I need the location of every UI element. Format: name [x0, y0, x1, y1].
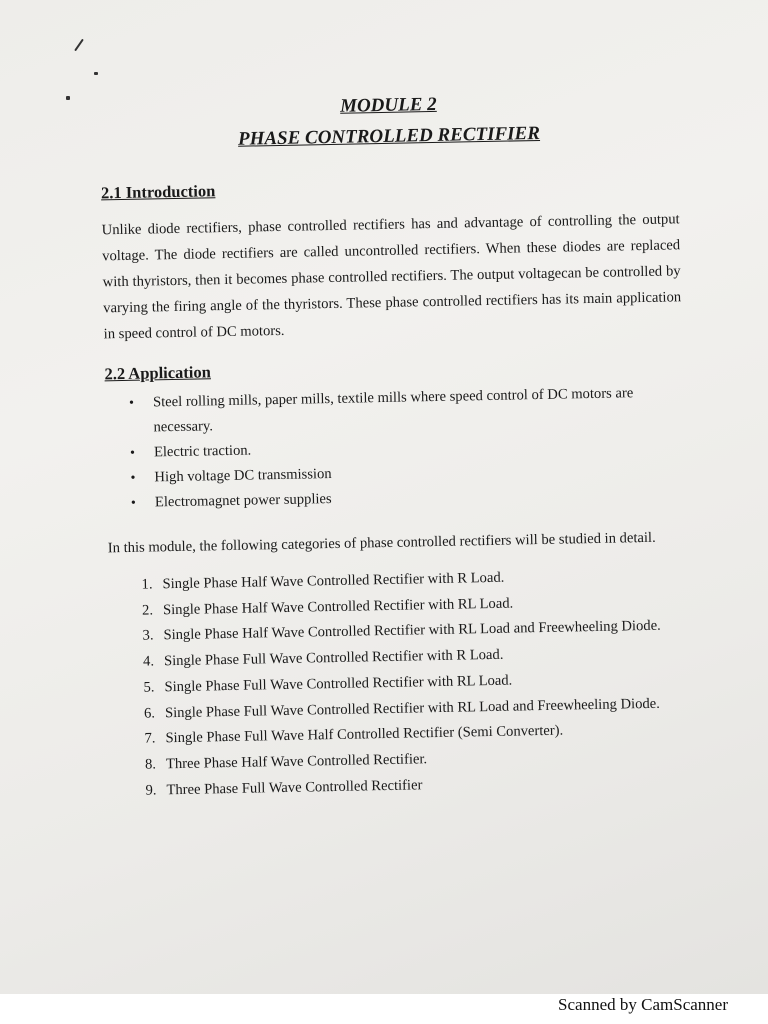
list-item: 2. Single Phase Half Wave Controlled Rectifier with RL Load. — [141, 595, 514, 619]
module-title: MODULE 2 — [339, 93, 437, 117]
list-item: 5. Single Phase Full Wave Controlled Rectifier with RL Load. — [143, 672, 513, 696]
application-list — [129, 380, 683, 516]
bullet-icon: • — [129, 445, 136, 461]
list-item: 6. Single Phase Full Wave Controlled Rectifier with RL Load and Freewheeling Diode. — [143, 695, 660, 722]
list-item: 3. Single Phase Half Wave Controlled Rectifier with RL Load and Freewheeling Diode. — [142, 618, 661, 645]
list-item: • Electric traction. — [130, 430, 682, 466]
list-item: 4. Single Phase Full Wave Controlled Rectifier with R Load. — [142, 646, 504, 670]
list-item: 9. Three Phase Full Wave Controlled Rectifier — [145, 776, 423, 799]
list-item: • High voltage DC transmission — [130, 455, 682, 491]
categories-lead: In this module, the following categories of phase controlled rectifiers will be studied in detail. — [107, 529, 656, 557]
bullet-icon: • — [128, 395, 135, 411]
categories-list — [108, 562, 712, 805]
bullet-icon: • — [130, 495, 137, 511]
bullet-icon: • — [130, 470, 136, 486]
application-heading: 2.2 Application — [104, 362, 212, 384]
list-item: 7. Single Phase Full Wave Half Controlled Rectifier (Semi Converter). — [144, 722, 564, 747]
list-item: • Electromagnet power supplies — [131, 480, 683, 516]
intro-heading: 2.1 Introduction — [100, 181, 216, 203]
module-subtitle: PHASE CONTROLLED RECTIFIER — [237, 122, 541, 150]
intro-paragraph: Unlike diode rectifiers, phase controlled rectifiers has and advantage of controlling the output voltage. The diode rectifiers are called uncontrolled rectifiers. When these diodes are replaced with thyristors, then it becomes phase controlled rectifiers. The output voltagecan be controlled by varying the firing angle of the thyristors. These phase controlled rectifiers has its main application in speed control of DC motors. — [101, 211, 682, 343]
list-item: 1. Single Phase Half Wave Controlled Rectifier with R Load. — [141, 569, 505, 593]
scanner-watermark: Scanned by CamScanner — [558, 995, 728, 1014]
list-item: 8. Three Phase Half Wave Controlled Rectifier. — [144, 751, 428, 773]
list-item: • Steel rolling mills, paper mills, textile mills where speed control of DC motors are necessary. — [128, 385, 634, 436]
